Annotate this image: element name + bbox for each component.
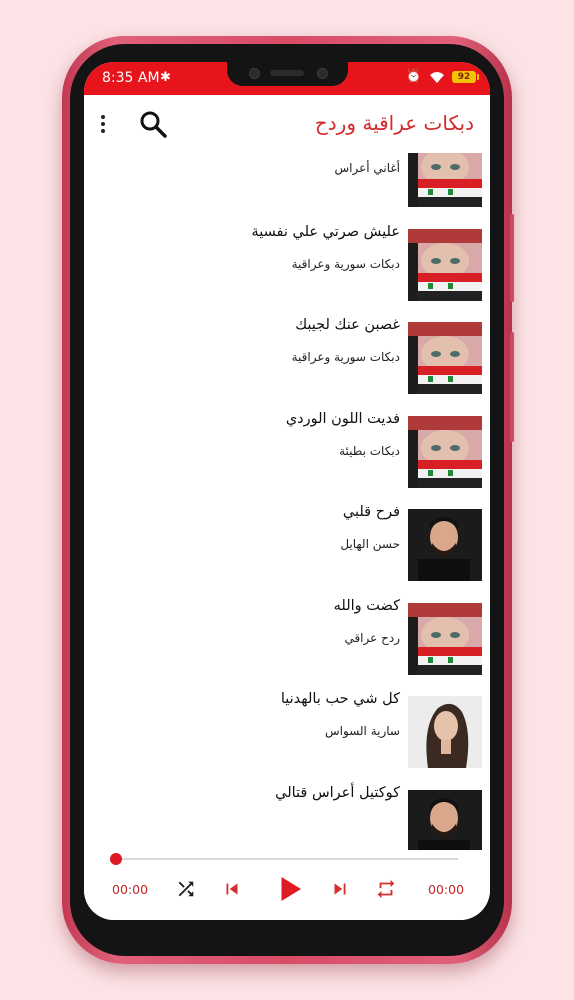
shuffle-icon[interactable]	[175, 878, 197, 900]
power-button	[510, 214, 514, 302]
song-thumbnail	[408, 603, 482, 675]
page-title: دبكات عراقية وردح	[314, 111, 474, 135]
song-title: فرح قلبي	[342, 504, 400, 520]
previous-icon[interactable]	[221, 878, 243, 900]
song-title: عليش صرتي علي نفسية	[251, 223, 400, 240]
song-thumbnail	[408, 509, 482, 581]
song-thumbnail	[408, 229, 482, 301]
song-title: كل شي حب بالهدنيا	[280, 691, 400, 707]
battery-icon	[452, 71, 476, 83]
song-thumbnail	[408, 416, 482, 488]
song-subtitle: حسن الهايل	[340, 537, 400, 551]
song-thumbnail	[408, 696, 482, 768]
more-vert-icon[interactable]	[98, 113, 108, 135]
song-list[interactable]	[84, 153, 490, 853]
speaker-grille	[270, 70, 304, 76]
song-item[interactable]	[84, 784, 490, 854]
song-thumbnail	[408, 322, 482, 394]
song-subtitle: دبكات سورية وعراقية	[291, 256, 400, 271]
camera-notch	[227, 62, 348, 86]
wifi-icon	[429, 71, 445, 84]
elapsed-time: 00:00	[112, 882, 149, 897]
song-item[interactable]	[84, 504, 490, 583]
camera-icon	[249, 68, 260, 79]
repeat-icon[interactable]	[375, 878, 397, 900]
next-icon[interactable]	[329, 878, 351, 900]
status-icons	[406, 69, 476, 85]
bluetooth-icon: ✱	[160, 70, 171, 85]
media-player	[84, 850, 490, 920]
song-item[interactable]	[84, 597, 490, 677]
status-time: 8:35 AM	[102, 70, 160, 86]
song-subtitle: دبكات بطيئة	[339, 443, 400, 458]
song-item[interactable]	[84, 691, 490, 770]
song-subtitle: دبكات سورية وعراقية	[291, 350, 400, 364]
song-title: كضت والله	[333, 597, 400, 614]
song-subtitle: أغاني أعراس	[334, 161, 400, 175]
song-item[interactable]	[84, 317, 490, 396]
song-item[interactable]	[84, 223, 490, 303]
seek-bar[interactable]	[116, 858, 458, 860]
app-screen	[84, 62, 490, 920]
sensor-icon	[317, 68, 328, 79]
status-bar	[84, 62, 490, 95]
song-title: غصبن عنك لجيبك	[295, 317, 400, 333]
song-thumbnail	[408, 153, 482, 207]
song-thumbnail	[408, 790, 482, 854]
song-subtitle: سارية السواس	[325, 724, 400, 738]
seek-thumb[interactable]	[110, 853, 122, 865]
song-item[interactable]	[84, 410, 490, 490]
song-title: كوكتيل أعراس قتالي	[275, 784, 400, 801]
volume-button	[510, 332, 514, 442]
alarm-icon: ⏰	[405, 69, 422, 84]
duration-time: 00:00	[428, 882, 465, 897]
song-title: فديت اللون الوردي	[285, 410, 400, 427]
play-icon[interactable]	[271, 871, 307, 907]
battery-level: 92	[457, 72, 471, 82]
search-icon[interactable]	[138, 109, 168, 139]
app-bar	[84, 95, 490, 153]
song-item[interactable]	[84, 153, 490, 209]
song-subtitle: ردح عراقي	[344, 630, 400, 645]
